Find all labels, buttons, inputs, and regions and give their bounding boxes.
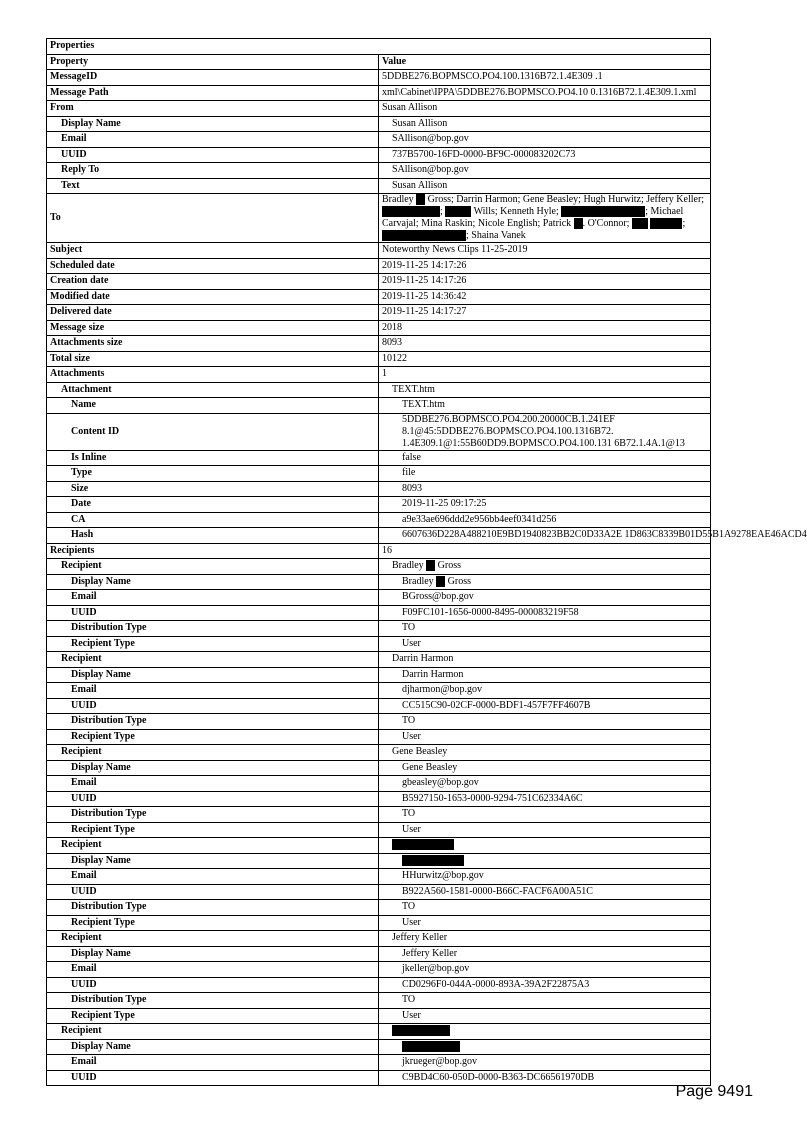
property-label: Attachments: [47, 367, 379, 383]
table-row: [47, 993, 711, 1009]
property-label: Distribution Type: [47, 900, 379, 916]
property-value: User: [379, 915, 711, 931]
property-value: file: [379, 466, 711, 482]
table-row: [47, 729, 711, 745]
property-value: 10122: [379, 351, 711, 367]
table-title-row: [47, 39, 711, 55]
table-row: [47, 791, 711, 807]
table-row: [47, 807, 711, 823]
property-label: UUID: [47, 791, 379, 807]
property-label: CA: [47, 512, 379, 528]
property-label: UUID: [47, 147, 379, 163]
property-label: Recipient: [47, 652, 379, 668]
property-value: 2019-11-25 09:17:25: [379, 497, 711, 513]
table-row: [47, 822, 711, 838]
property-value: Jeffery Keller: [379, 946, 711, 962]
table-row: [47, 667, 711, 683]
property-label: MessageID: [47, 70, 379, 86]
property-label: Text: [47, 178, 379, 194]
property-label: Scheduled date: [47, 258, 379, 274]
table-row: [47, 776, 711, 792]
to-text: Bradley: [382, 194, 414, 205]
redaction-block: [436, 576, 445, 587]
property-label: Recipient Type: [47, 822, 379, 838]
property-value: 737B5700-16FD-0000-BF9C-000083202C73: [379, 147, 711, 163]
property-value: TO: [379, 900, 711, 916]
property-label: Is Inline: [47, 450, 379, 466]
property-value: 2019-11-25 14:17:27: [379, 305, 711, 321]
property-value: [379, 1039, 711, 1055]
property-value: C9BD4C60-050D-0000-B363-DC66561970DB: [379, 1070, 711, 1086]
property-value: false: [379, 450, 711, 466]
table-row: [47, 559, 711, 575]
property-label: Attachment: [47, 382, 379, 398]
property-value: 2019-11-25 14:17:26: [379, 258, 711, 274]
property-value: Darrin Harmon: [379, 667, 711, 683]
property-label: Distribution Type: [47, 807, 379, 823]
property-label: Recipient: [47, 931, 379, 947]
property-label: Modified date: [47, 289, 379, 305]
property-value: 16: [379, 543, 711, 559]
property-label: Display Name: [47, 574, 379, 590]
property-value: TEXT.htm: [379, 382, 711, 398]
table-row: [47, 946, 711, 962]
redaction-block: [416, 194, 425, 205]
table-row: [47, 528, 711, 544]
property-value: 8093: [379, 336, 711, 352]
property-label: Type: [47, 466, 379, 482]
property-label: Creation date: [47, 274, 379, 290]
table-row: [47, 336, 711, 352]
property-value: 5DDBE276.BOPMSCO.PO4.100.1316B72.1.4E309 .1: [379, 70, 711, 86]
table-row: [47, 900, 711, 916]
property-value: a9e33ae696ddd2e956bb4eef0341d256: [379, 512, 711, 528]
property-label: Hash: [47, 528, 379, 544]
property-value: 2019-11-25 14:36:42: [379, 289, 711, 305]
property-label: Size: [47, 481, 379, 497]
property-label: Reply To: [47, 163, 379, 179]
property-value: SAllison@bop.gov: [379, 132, 711, 148]
redaction-block: [574, 218, 583, 229]
property-value: [379, 559, 711, 575]
to-text: Kenneth Hyle;: [500, 206, 559, 217]
content-id-line: 5DDBE276.BOPMSCO.PO4.200.20000CB.1.241EF 8.1@45:5DDBE276.BOPMSCO.PO4.100.1316B72.: [402, 413, 615, 437]
table-row: [47, 497, 711, 513]
property-value: TEXT.htm: [379, 398, 711, 414]
table-row: [47, 163, 711, 179]
property-value: Darrin Harmon: [379, 652, 711, 668]
property-value: TO: [379, 993, 711, 1009]
property-value: Susan Allison: [379, 101, 711, 117]
table-row: [47, 466, 711, 482]
table-row: [47, 931, 711, 947]
table-row: [47, 683, 711, 699]
to-text: ; Michael Carvajal; Mina Raskin; Nicole English; Patrick: [382, 206, 684, 229]
to-text: ;: [440, 206, 443, 217]
to-text: ; Shaina Vanek: [466, 230, 526, 241]
table-row: [47, 243, 711, 259]
table-row: [47, 962, 711, 978]
property-label: UUID: [47, 698, 379, 714]
column-header-row: [47, 54, 711, 70]
property-label: Message Path: [47, 85, 379, 101]
redaction-block: [392, 839, 454, 850]
property-label: Total size: [47, 351, 379, 367]
name-part: Gross: [447, 575, 471, 587]
redaction-block: [382, 206, 440, 217]
table-row: [47, 714, 711, 730]
property-label: UUID: [47, 884, 379, 900]
property-value: jkrueger@bop.gov: [379, 1055, 711, 1071]
redaction-block: [632, 218, 648, 229]
property-label: Recipient: [47, 1024, 379, 1040]
table-row: [47, 481, 711, 497]
property-value: User: [379, 729, 711, 745]
to-text: ;: [682, 218, 686, 229]
property-label: Date: [47, 497, 379, 513]
table-row: [47, 760, 711, 776]
property-label: Display Name: [47, 760, 379, 776]
table-row: [47, 652, 711, 668]
property-label: Attachments size: [47, 336, 379, 352]
table-row: [47, 838, 711, 854]
redaction-block: [392, 1025, 450, 1036]
content-id-line: 1.4E309.1@1:55B60DD9.BOPMSCO.PO4.100.131 6B72.1.4A.1@13: [402, 437, 685, 449]
table-row: [47, 869, 711, 885]
property-label: Display Name: [47, 853, 379, 869]
property-value: Gene Beasley: [379, 745, 711, 761]
property-value: 8093: [379, 481, 711, 497]
property-label: Recipient Type: [47, 636, 379, 652]
property-label: Message size: [47, 320, 379, 336]
property-value: gbeasley@bop.gov: [379, 776, 711, 792]
table-row: [47, 351, 711, 367]
property-value: BGross@bop.gov: [379, 590, 711, 606]
to-text: Gross; Darrin Harmon; Gene Beasley; Hugh Hurwitz; Jeffery Keller;: [427, 194, 705, 205]
property-label: Email: [47, 132, 379, 148]
table-row: [47, 70, 711, 86]
property-value: User: [379, 822, 711, 838]
table-row: [47, 147, 711, 163]
property-value: [379, 853, 711, 869]
page-number: Page 9491: [675, 1083, 753, 1100]
property-value: 1: [379, 367, 711, 383]
redaction-block: [650, 218, 682, 229]
table-row: [47, 320, 711, 336]
property-label: Name: [47, 398, 379, 414]
property-label: Display Name: [47, 1039, 379, 1055]
table-row: [47, 698, 711, 714]
property-value: User: [379, 636, 711, 652]
property-label: Recipients: [47, 543, 379, 559]
property-label: UUID: [47, 605, 379, 621]
redaction-block: [382, 230, 466, 241]
name-part: Gross: [437, 560, 461, 572]
table-row: [47, 1008, 711, 1024]
property-value: [379, 1024, 711, 1040]
table-row: [47, 605, 711, 621]
property-label: Recipient Type: [47, 729, 379, 745]
property-column-header: Property: [47, 54, 379, 70]
property-label: Email: [47, 962, 379, 978]
property-label: Subject: [47, 243, 379, 259]
table-row: [47, 574, 711, 590]
property-label: Display Name: [47, 116, 379, 132]
property-value: B5927150-1653-0000-9294-751C62334A6C: [379, 791, 711, 807]
property-value: User: [379, 1008, 711, 1024]
property-label: Email: [47, 869, 379, 885]
value-column-header: Value: [379, 54, 711, 70]
table-row: [47, 590, 711, 606]
property-label: Email: [47, 1055, 379, 1071]
property-value: djharmon@bop.gov: [379, 683, 711, 699]
property-label: Distribution Type: [47, 714, 379, 730]
redaction-block: [445, 206, 471, 217]
property-label: To: [47, 194, 379, 243]
property-label: Recipient: [47, 838, 379, 854]
table-row: [47, 413, 711, 450]
to-text: Wills;: [473, 206, 498, 217]
table-row: [47, 853, 711, 869]
property-value: Jeffery Keller: [379, 931, 711, 947]
property-label: Recipient: [47, 559, 379, 575]
property-value: Susan Allison: [379, 116, 711, 132]
table-row: [47, 1039, 711, 1055]
property-value: TO: [379, 621, 711, 637]
table-row: [47, 178, 711, 194]
content-id-value: [379, 413, 711, 450]
table-row: [47, 398, 711, 414]
table-title: Properties: [47, 39, 711, 55]
table-row: [47, 543, 711, 559]
table-row: [47, 884, 711, 900]
property-label: Recipient Type: [47, 915, 379, 931]
name-part: Bradley: [402, 575, 434, 587]
redaction-block: [426, 560, 435, 571]
property-label: Delivered date: [47, 305, 379, 321]
redaction-block: [402, 855, 464, 866]
property-value: [379, 574, 711, 590]
property-value: 2018: [379, 320, 711, 336]
table-row: [47, 289, 711, 305]
property-value: Noteworthy News Clips 11-25-2019: [379, 243, 711, 259]
property-value: TO: [379, 807, 711, 823]
table-row: [47, 274, 711, 290]
property-value: F09FC101-1656-0000-8495-000083219F58: [379, 605, 711, 621]
property-label: Email: [47, 683, 379, 699]
property-label: UUID: [47, 977, 379, 993]
property-value: SAllison@bop.gov: [379, 163, 711, 179]
property-value: Gene Beasley: [379, 760, 711, 776]
name-part: Bradley: [392, 560, 424, 572]
property-value: CC515C90-02CF-0000-BDF1-457F7FF4607B: [379, 698, 711, 714]
property-value: TO: [379, 714, 711, 730]
redaction-block: [561, 206, 645, 217]
property-value: 2019-11-25 14:17:26: [379, 274, 711, 290]
properties-table: [46, 38, 807, 1086]
to-row: [47, 194, 711, 243]
table-row: [47, 367, 711, 383]
property-value: HHurwitz@bop.gov: [379, 869, 711, 885]
table-row: [47, 977, 711, 993]
table-row: [47, 1070, 711, 1086]
property-value: CD0296F0-044A-0000-893A-39A2F22875A3: [379, 977, 711, 993]
property-value: Susan Allison: [379, 178, 711, 194]
property-label: UUID: [47, 1070, 379, 1086]
table-row: [47, 85, 711, 101]
property-label: Display Name: [47, 667, 379, 683]
table-row: [47, 258, 711, 274]
to-recipients-value: [379, 194, 711, 243]
property-label: Email: [47, 590, 379, 606]
property-value: jkeller@bop.gov: [379, 962, 711, 978]
table-row: [47, 305, 711, 321]
property-value: [379, 838, 711, 854]
table-row: [47, 101, 711, 117]
table-row: [47, 1024, 711, 1040]
redaction-block: [402, 1041, 460, 1052]
table-row: [47, 450, 711, 466]
property-value: 6607636D228A488210E9BD1940823BB2C0D33A2E 1D863C8339B01D55B1A9278EAE46ACD4: [379, 528, 711, 544]
property-label: Distribution Type: [47, 993, 379, 1009]
property-label: Recipient Type: [47, 1008, 379, 1024]
property-label: Email: [47, 776, 379, 792]
property-label: From: [47, 101, 379, 117]
table-row: [47, 915, 711, 931]
property-label: Distribution Type: [47, 621, 379, 637]
property-label: Recipient: [47, 745, 379, 761]
table-row: [47, 382, 711, 398]
table-row: [47, 621, 711, 637]
table-row: [47, 636, 711, 652]
property-label: Content ID: [47, 413, 379, 450]
table-row: [47, 116, 711, 132]
table-row: [47, 745, 711, 761]
property-value: xml\Cabinet\IPPA\5DDBE276.BOPMSCO.PO4.10 0.1316B72.1.4E309.1.xml: [379, 85, 711, 101]
property-label: Display Name: [47, 946, 379, 962]
table-row: [47, 1055, 711, 1071]
to-text: . O'Connor;: [582, 218, 630, 229]
table-row: [47, 132, 711, 148]
property-value: B922A560-1581-0000-B66C-FACF6A00A51C: [379, 884, 711, 900]
table-row: [47, 512, 711, 528]
